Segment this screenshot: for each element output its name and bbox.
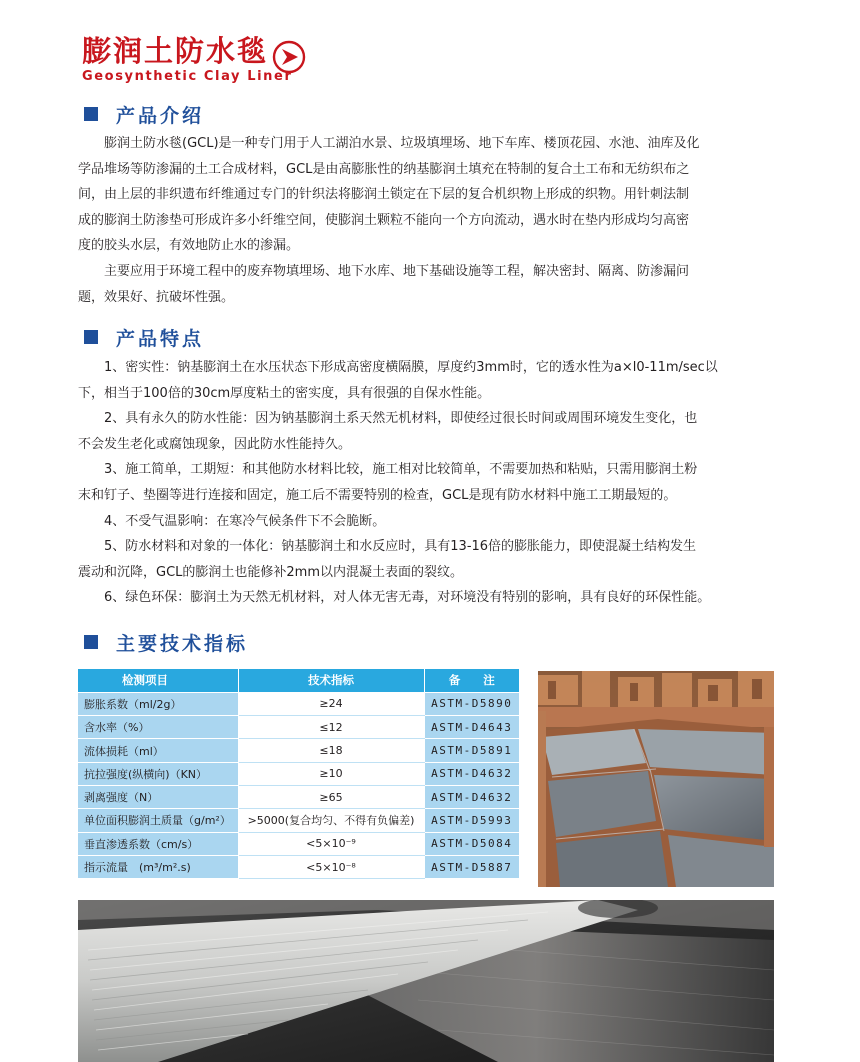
column-header: 技术指标 (238, 669, 424, 692)
text-line: 5、防水材料和对象的一体化：钠基膨润土和水反应时，具有13-16倍的膨胀能力，即使混凝土结构发生 (104, 539, 697, 555)
spec-item-cell: 抗拉强度(纵横向)（KN） (78, 762, 238, 785)
text-line: 末和钉子、垫圈等进行连接和固定，施工后不需要特别的检查，GCL是现有防水材料中施工工期最短的。 (78, 487, 677, 503)
square-bullet-icon (84, 635, 98, 649)
text-line: 题，效果好、抗破坏性强。 (78, 289, 235, 305)
text-line: 不会发生老化或腐蚀现象，因此防水性能持久。 (78, 436, 352, 452)
spec-item-cell: 膨胀系数（ml/2g） (78, 692, 238, 715)
spec-standard-cell: ASTM-D4643 (424, 716, 520, 739)
gcl-roll-photo (78, 900, 774, 1062)
spec-value-cell: <5×10⁻⁹ (238, 832, 424, 855)
table-row (78, 692, 520, 715)
brand-header (82, 34, 292, 84)
table-row (78, 762, 520, 785)
text-line: 震动和沉降，GCL的膨润土也能修补2mm以内混凝土表面的裂纹。 (78, 564, 463, 580)
spec-item-cell: 剥离强度（N） (78, 785, 238, 808)
spec-value-cell: ≥24 (238, 692, 424, 715)
text-line: 主要应用于环境工程中的废弃物填埋场、地下水库、地下基础设施等工程，解决密封、隔离、防渗漏问 (104, 263, 690, 279)
spec-standard-cell: ASTM-D5084 (424, 832, 520, 855)
section-heading-features (84, 324, 204, 350)
text-line: 膨润土防水毯(GCL)是一种专门用于人工湖泊水景、垃圾填埋场、地下车库、楼顶花园、水池、油库及化 (104, 136, 700, 151)
text-line: 成的膨润土防渗垫可形成许多小纤维空间，使膨润土颗粒不能向一个方向流动，遇水时在垫内形成均匀高密 (78, 212, 690, 228)
spec-standard-cell: ASTM-D5887 (424, 855, 520, 878)
spec-table (78, 669, 520, 879)
spec-item-cell: 垂直渗透系数（cm/s） (78, 832, 238, 855)
column-header: 备 注 (424, 669, 520, 692)
spec-standard-cell: ASTM-D5890 (424, 692, 520, 715)
text-line: 下，相当于100倍的30cm厚度粘土的密实度，具有很强的自保水性能。 (78, 385, 491, 401)
table-row (78, 809, 520, 832)
intro-text (78, 131, 776, 310)
text-line: 度的胶头水层，有效地防止水的渗漏。 (78, 238, 300, 254)
features-text (78, 355, 776, 611)
square-bullet-icon (84, 330, 98, 344)
text-line: 学品堆场等防渗漏的土工合成材料，GCL是由高膨胀性的纳基膨润土填充在特制的复合土工布和无纺织布之 (78, 161, 690, 177)
product-title-cn: 膨润土防水毯 (82, 34, 269, 68)
table-row (78, 832, 520, 855)
spec-value-cell: <5×10⁻⁸ (238, 855, 424, 878)
spec-item-cell: 流体损耗（ml） (78, 739, 238, 762)
text-line: 2、具有永久的防水性能：因为钠基膨润土系天然无机材料，即使经过很长时间或周围环境发生变化，也 (104, 411, 698, 427)
spec-value-cell: ≥10 (238, 762, 424, 785)
section-title: 产品介绍 (116, 104, 205, 127)
text-line: 3、施工简单，工期短：和其他防水材料比较，施工相对比较简单，不需要加热和粘贴，只需用膨润土粉 (104, 462, 698, 478)
table-row (78, 716, 520, 739)
section-title: 产品特点 (116, 327, 205, 350)
table-row (78, 855, 520, 878)
spec-item-cell: 单位面积膨润土质量（g/m²） (78, 809, 238, 832)
text-line: 6、绿色环保：膨润土为天然无机材料，对人体无害无毒，对环境没有特别的影响，具有良好的环保性能。 (104, 590, 711, 606)
table-header-row (78, 669, 520, 692)
spec-value-cell: ≤12 (238, 716, 424, 739)
column-header: 检测项目 (78, 669, 238, 692)
section-title: 主要技术指标 (116, 632, 249, 655)
product-title-en: Geosynthetic Clay Liner (82, 69, 293, 84)
section-heading-specs (84, 629, 248, 655)
spec-value-cell: ≤18 (238, 739, 424, 762)
spec-item-cell: 含水率（%） (78, 716, 238, 739)
table-row (78, 785, 520, 808)
section-heading-intro (84, 101, 204, 127)
spec-value-cell: >5000(复合均匀、不得有负偏差) (238, 809, 424, 832)
spec-standard-cell: ASTM-D4632 (424, 785, 520, 808)
spec-value-cell: ≥65 (238, 785, 424, 808)
square-bullet-icon (84, 107, 98, 121)
text-line: 1、密实性：钠基膨润土在水压状态下形成高密度横隔膜，厚度约3mm时，它的透水性为a×l0-11m/sec以 (104, 360, 718, 375)
text-line: 4、不受气温影响：在寒冷气候条件下不会脆断。 (104, 513, 386, 529)
text-line: 间，由上层的非织遗布纤维通过专门的针织法将膨润土锁定在下层的复合机织物上形成的织物。用针刺法制 (78, 187, 690, 203)
arrow-circle-icon (272, 40, 306, 74)
spec-standard-cell: ASTM-D5891 (424, 739, 520, 762)
spec-standard-cell: ASTM-D4632 (424, 762, 520, 785)
spec-item-cell: 指示流量 (m³/m².s) (78, 855, 238, 878)
site-photo (538, 671, 774, 887)
table-row (78, 739, 520, 762)
spec-standard-cell: ASTM-D5993 (424, 809, 520, 832)
